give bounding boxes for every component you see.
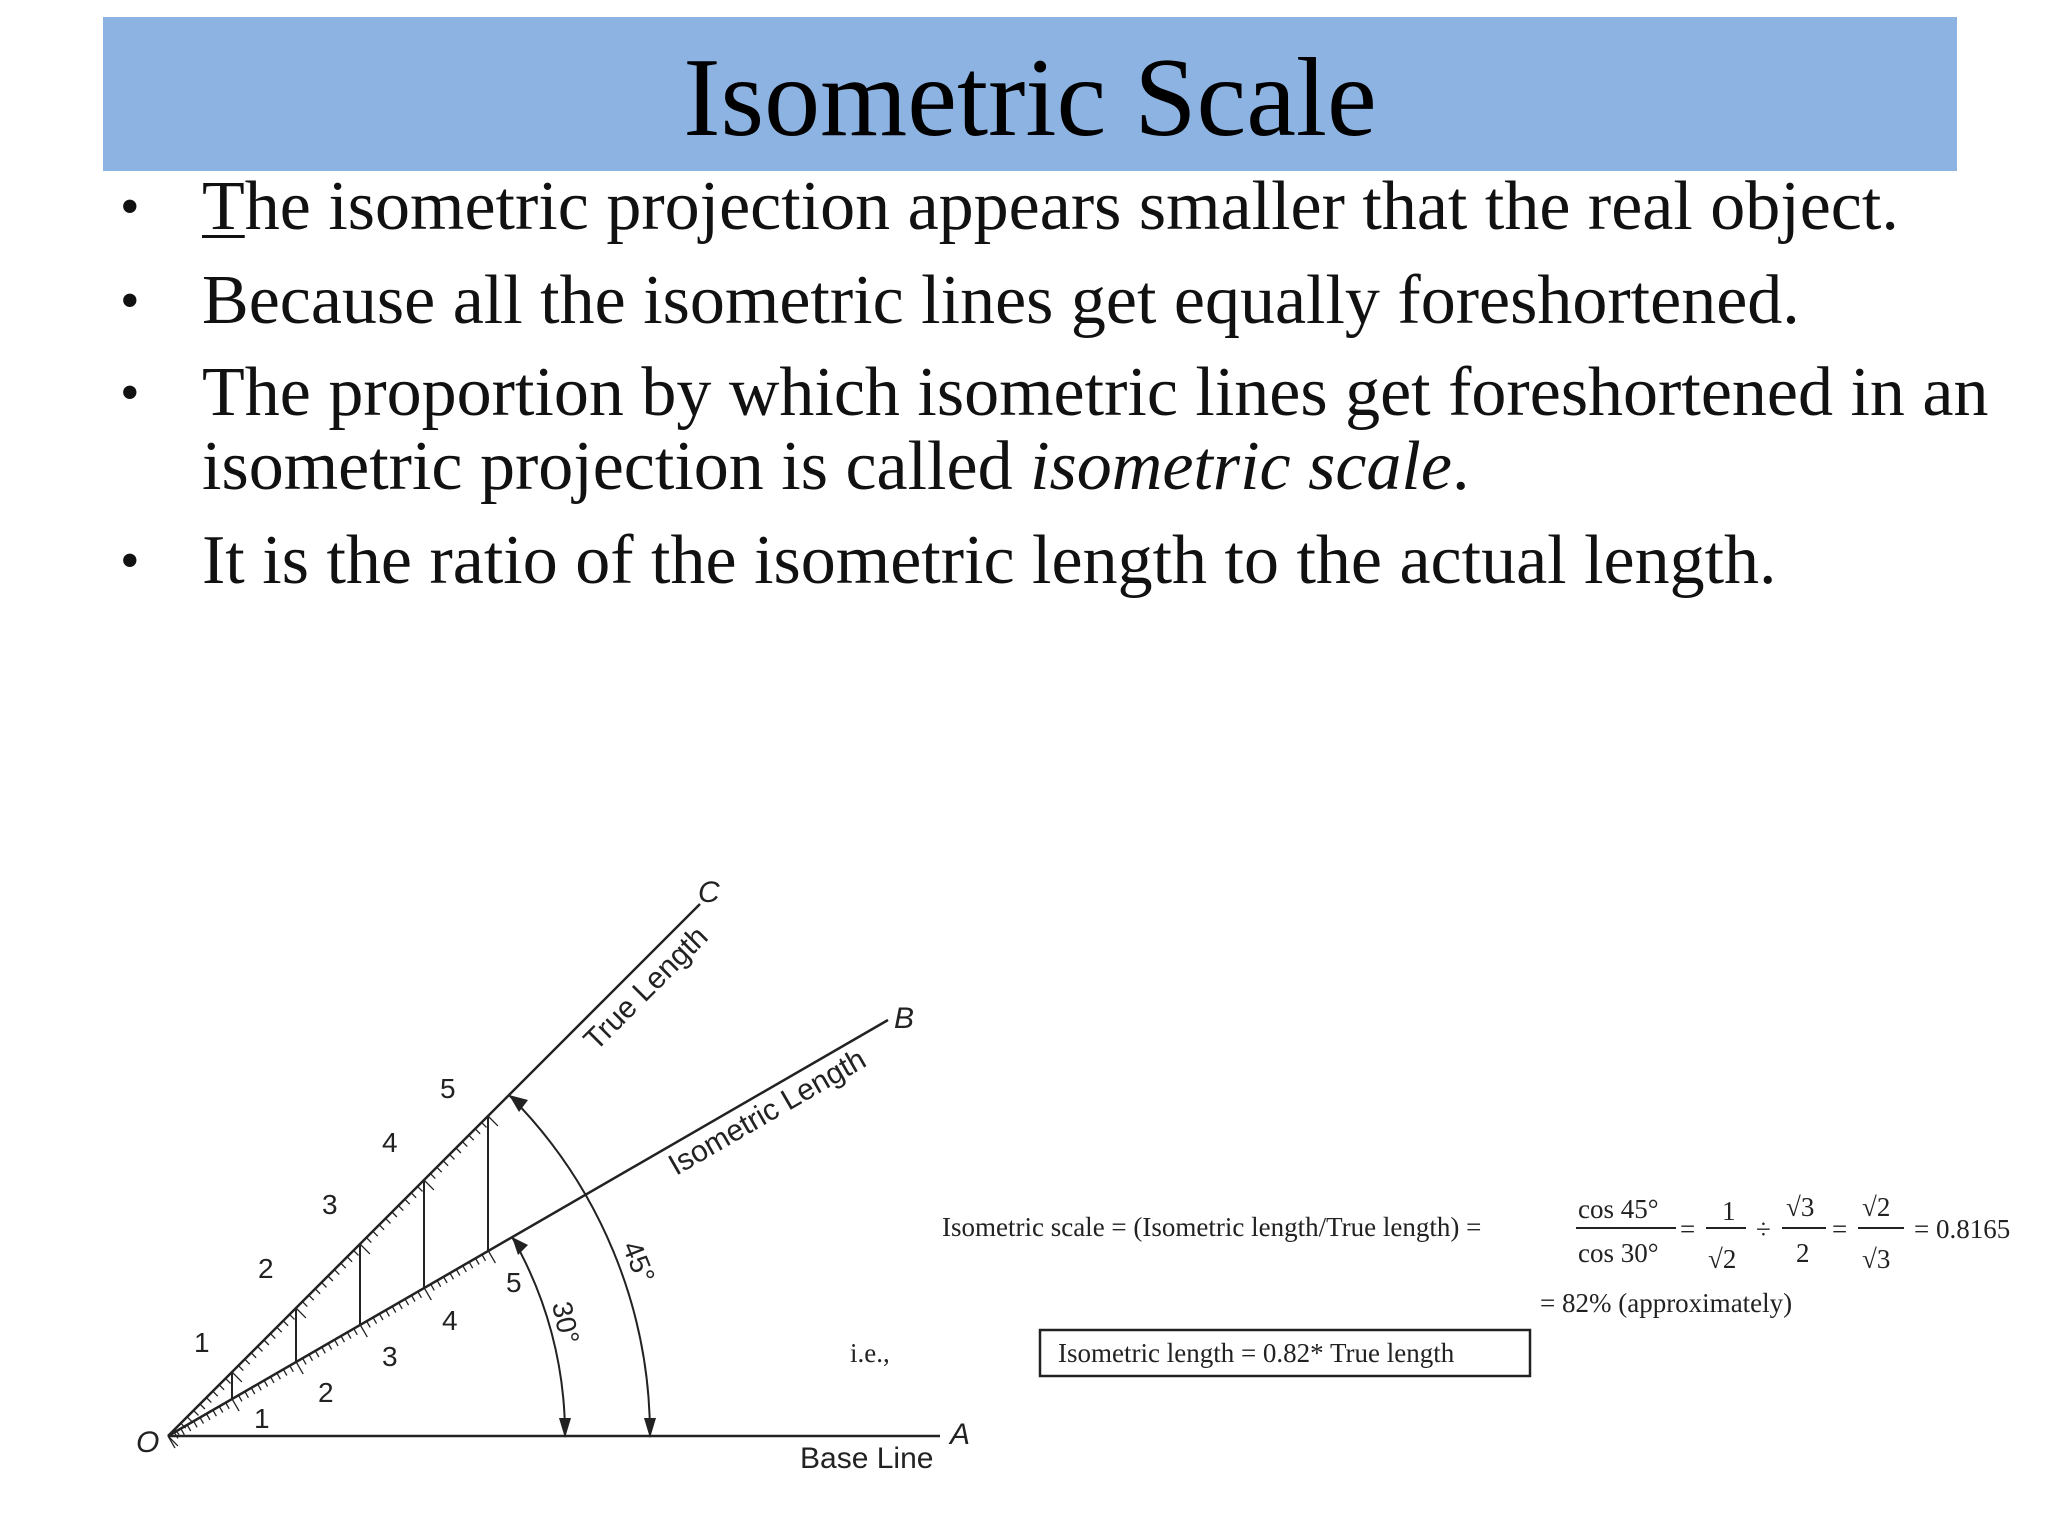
hatch-tick (309, 1295, 314, 1300)
true-length-line (168, 904, 700, 1436)
hatch-tick (386, 1218, 391, 1223)
hatch-tick (398, 1206, 403, 1211)
hatch-tick (238, 1366, 243, 1371)
hatch-tick (354, 1250, 359, 1255)
hatch-tick (437, 1281, 441, 1287)
hatch-tick (450, 1154, 455, 1159)
frac1-denominator: cos 30° (1578, 1238, 1659, 1268)
frac4-denominator: √3 (1862, 1244, 1891, 1274)
hatch-tick (194, 1410, 199, 1415)
hatch-tick (258, 1384, 262, 1390)
hatch-tick (476, 1258, 480, 1264)
hatch-tick (475, 1129, 480, 1134)
approximation: = 82% (approximately) (1540, 1288, 1793, 1318)
hatch-tick (341, 1336, 345, 1342)
hatch-tick (226, 1403, 230, 1409)
hatch-tick (277, 1373, 281, 1379)
hatch-tick (424, 1288, 431, 1300)
frac2-numerator: 1 (1722, 1196, 1736, 1226)
eq-sign: = (1832, 1214, 1848, 1244)
hatch-tick (469, 1135, 474, 1140)
hatch-tick (354, 1329, 358, 1335)
hatch-tick (207, 1414, 211, 1420)
hatch-tick (462, 1142, 467, 1147)
hatch-tick (290, 1314, 295, 1319)
iso-tick-label: 4 (442, 1305, 458, 1336)
hatch-tick (245, 1359, 250, 1364)
hatch-tick (424, 1180, 434, 1190)
hatch-tick (488, 1251, 495, 1263)
hatch-tick (405, 1199, 410, 1204)
hatch-tick (450, 1273, 454, 1279)
hatch-tick (264, 1381, 268, 1387)
hatch-tick (283, 1369, 287, 1375)
hatch-tick (366, 1238, 371, 1243)
bullet-dot: • (120, 362, 140, 424)
hatch-tick (399, 1303, 403, 1309)
hatch-tick (444, 1277, 448, 1283)
hatch-tick (277, 1327, 282, 1332)
frac3-numerator: √3 (1786, 1192, 1815, 1222)
hatch-tick (194, 1421, 198, 1427)
bullet-italic-term: isometric scale (1030, 428, 1452, 505)
divide-sign: ÷ (1756, 1214, 1771, 1244)
bullet-text: Because all the isometric lines get equally foreshortened. (202, 262, 1800, 339)
hatch-tick (296, 1308, 306, 1318)
hatch-tick (232, 1399, 239, 1411)
iso-tick-label: 3 (382, 1341, 398, 1372)
hatch-tick (373, 1318, 377, 1324)
true-tick-label: 4 (382, 1127, 398, 1158)
formula-lhs: Isometric scale = (Isometric length/True length) = (942, 1212, 1482, 1242)
frac2-denominator: √2 (1708, 1244, 1737, 1274)
bullet-end: . (1451, 428, 1470, 505)
ie-text: i.e., (850, 1338, 890, 1368)
hatch-tick (200, 1418, 204, 1424)
hatch-tick (405, 1299, 409, 1305)
hatch-tick (328, 1344, 332, 1350)
hatch-tick (271, 1377, 275, 1383)
hatch-tick (488, 1116, 498, 1126)
hatch-tick (309, 1355, 313, 1361)
hatch-tick (392, 1307, 396, 1313)
point-o-label: O (136, 1426, 160, 1459)
hatch-tick (219, 1406, 223, 1412)
true-tick-label: 2 (258, 1253, 274, 1284)
hatch-tick (200, 1404, 205, 1409)
hatch-tick (290, 1366, 294, 1372)
hatch-tick (418, 1186, 423, 1191)
hatch-tick (430, 1174, 435, 1179)
hatch-tick (239, 1395, 243, 1401)
hatch-tick (482, 1255, 486, 1261)
hatch-tick (322, 1282, 327, 1287)
hatch-tick (418, 1292, 422, 1298)
angle-45-label: 45° (616, 1236, 662, 1288)
frac1-numerator: cos 45° (1578, 1194, 1659, 1224)
hatch-tick (187, 1417, 192, 1422)
frac3-denominator: 2 (1796, 1238, 1810, 1268)
hatch-tick (431, 1284, 435, 1290)
hatch-tick (264, 1340, 269, 1345)
hatch-tick (213, 1410, 217, 1416)
hatch-tick (187, 1425, 191, 1431)
hatch-tick (392, 1212, 397, 1217)
bullet-text: he isometric projection appears smaller that the real object. (244, 168, 1899, 245)
hatch-tick (181, 1429, 185, 1435)
hatch-tick (232, 1372, 242, 1382)
isometric-scale-formula (850, 1192, 2010, 1376)
bullet-dot: • (120, 530, 140, 592)
true-tick-label: 3 (322, 1189, 338, 1220)
point-b-label: B (894, 1002, 915, 1035)
hatch-tick (463, 1266, 467, 1272)
eq-sign: = (1680, 1214, 1696, 1244)
boxed-result: Isometric length = 0.82* True length (1058, 1338, 1455, 1368)
hatch-tick (322, 1347, 326, 1353)
true-tick-label: 5 (440, 1073, 456, 1104)
hatch-tick (270, 1334, 275, 1339)
isometric-length-line (168, 1020, 888, 1436)
point-c-label: C (698, 876, 720, 909)
bullet-dot: • (120, 176, 140, 238)
hatch-tick (373, 1231, 378, 1236)
hatch-tick (347, 1257, 352, 1262)
formula-result: = 0.8165 (1914, 1214, 2011, 1244)
hatch-tick (219, 1385, 224, 1390)
iso-tick-label: 1 (254, 1403, 270, 1434)
hatch-tick (206, 1398, 211, 1403)
hatch-tick (258, 1346, 263, 1351)
base-line-label: Base Line (800, 1442, 934, 1475)
hatch-tick (386, 1310, 390, 1316)
hatch-tick (380, 1314, 384, 1320)
bullet-text: It is the ratio of the isometric length to the actual length. (202, 522, 1777, 599)
true-length-label: True Length (577, 920, 715, 1057)
hatch-tick (302, 1302, 307, 1307)
angle-30-label: 30° (546, 1298, 586, 1347)
hatch-tick (347, 1332, 351, 1338)
frac4-numerator: √2 (1862, 1192, 1891, 1222)
hatch-tick (251, 1353, 256, 1358)
hatch-tick (315, 1351, 319, 1357)
true-tick-label: 1 (194, 1327, 210, 1358)
hatch-tick (213, 1391, 218, 1396)
hatch-tick (283, 1321, 288, 1326)
underlined-letter: T (202, 168, 245, 245)
slide-title: Isometric Scale (683, 36, 1377, 160)
bullet-dot: • (120, 270, 140, 332)
hatch-tick (469, 1262, 473, 1268)
hatch-tick (411, 1193, 416, 1198)
hatch-tick (334, 1270, 339, 1275)
hatch-tick (341, 1263, 346, 1268)
hatch-tick (412, 1295, 416, 1301)
hatch-tick (328, 1276, 333, 1281)
hatch-tick (456, 1270, 460, 1276)
hatch-tick (296, 1362, 303, 1374)
hatch-tick (367, 1321, 371, 1327)
hatch-tick (379, 1225, 384, 1230)
isometric-length-label: Isometric Length (663, 1042, 872, 1183)
iso-tick-label: 2 (318, 1377, 334, 1408)
hatch-tick (226, 1378, 231, 1383)
hatch-tick (360, 1325, 367, 1337)
hatch-tick (251, 1388, 255, 1394)
hatch-tick (245, 1392, 249, 1398)
hatch-tick (335, 1340, 339, 1346)
hatch-tick (456, 1148, 461, 1153)
hatch-tick (443, 1161, 448, 1166)
iso-tick-label: 5 (506, 1267, 522, 1298)
hatch-tick (360, 1244, 370, 1254)
hatch-tick (303, 1358, 307, 1364)
hatch-tick (437, 1167, 442, 1172)
hatch-tick (482, 1122, 487, 1127)
hatch-tick (315, 1289, 320, 1294)
point-a-label: A (950, 1418, 971, 1451)
bullet-text: The proportion by which isometric lines get foreshortened in an isometric projection is called (202, 354, 1989, 505)
